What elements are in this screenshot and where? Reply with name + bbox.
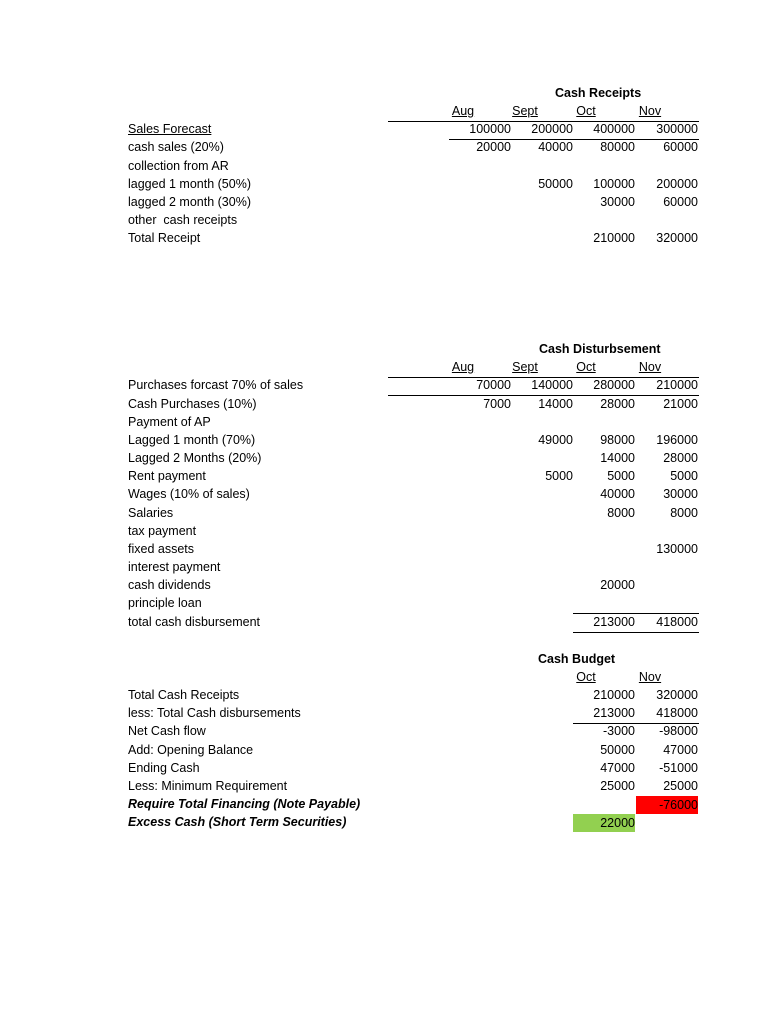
disbursement-total-oct: 213000 bbox=[593, 615, 635, 629]
receipts-title: Cash Receipts bbox=[555, 86, 642, 100]
budget-cell: -3000 bbox=[603, 724, 635, 738]
receipts-month-aug: Aug bbox=[451, 104, 475, 118]
receipts-cell: 100000 bbox=[593, 177, 635, 191]
disbursement-cell: 40000 bbox=[600, 487, 635, 501]
budget-row-label: Ending Cash bbox=[128, 761, 200, 775]
disbursement-row-label: Wages (10% of sales) bbox=[128, 487, 250, 501]
disbursement-cell: 5000 bbox=[670, 469, 698, 483]
disbursement-row-label: Rent payment bbox=[128, 469, 206, 483]
disbursement-cell: 70000 bbox=[476, 378, 511, 392]
budget-row-label: Add: Opening Balance bbox=[128, 743, 254, 757]
disbursement-month-aug: Aug bbox=[451, 360, 475, 374]
receipts-row-label: cash sales (20%) bbox=[128, 140, 224, 154]
disbursement-cell: 8000 bbox=[670, 506, 698, 520]
budget-financing-label: Require Total Financing (Note Payable) bbox=[128, 797, 361, 811]
disbursement-cell: 14000 bbox=[600, 451, 635, 465]
disbursement-row-label: cash dividends bbox=[128, 578, 211, 592]
receipts-row-label: other cash receipts bbox=[128, 213, 238, 227]
disbursement-title: Cash Disturbsement bbox=[539, 342, 661, 356]
disbursement-month-nov: Nov bbox=[638, 360, 662, 374]
disbursement-month-oct: Oct bbox=[576, 360, 596, 374]
receipts-cell: 400000 bbox=[593, 122, 635, 136]
budget-cell: 210000 bbox=[593, 688, 635, 702]
disbursement-row-label: Payment of AP bbox=[128, 415, 211, 429]
disbursement-cell: 140000 bbox=[531, 378, 573, 392]
receipts-month-oct: Oct bbox=[576, 104, 596, 118]
disbursement-row-label: Purchases forcast 70% of sales bbox=[128, 378, 304, 392]
disbursement-cell: 30000 bbox=[663, 487, 698, 501]
budget-title: Cash Budget bbox=[538, 652, 616, 666]
receipts-row-label: lagged 1 month (50%) bbox=[128, 177, 251, 191]
disbursement-cell: 130000 bbox=[656, 542, 698, 556]
budget-cell: 25000 bbox=[663, 779, 698, 793]
receipts-cell: 20000 bbox=[476, 140, 511, 154]
budget-cell: 213000 bbox=[593, 706, 635, 720]
budget-excess-oct-cell: 22000 bbox=[573, 814, 635, 832]
disbursement-total-nov: 418000 bbox=[656, 615, 698, 629]
budget-cell: -98000 bbox=[659, 724, 698, 738]
budget-cell: 47000 bbox=[600, 761, 635, 775]
disbursement-cell: 21000 bbox=[663, 397, 698, 411]
budget-cell: 25000 bbox=[600, 779, 635, 793]
budget-cell: 418000 bbox=[656, 706, 698, 720]
disbursement-cell: 210000 bbox=[656, 378, 698, 392]
disbursement-cell: 98000 bbox=[600, 433, 635, 447]
disbursement-total-rule-bottom bbox=[573, 632, 699, 633]
disbursement-cell: 28000 bbox=[663, 451, 698, 465]
disbursement-cell: 280000 bbox=[593, 378, 635, 392]
disbursement-cell: 7000 bbox=[483, 397, 511, 411]
disbursement-cell: 28000 bbox=[600, 397, 635, 411]
receipts-cell: 50000 bbox=[538, 177, 573, 191]
disbursement-row-label: Cash Purchases (10%) bbox=[128, 397, 257, 411]
disbursement-row-label: Salaries bbox=[128, 506, 174, 520]
budget-cell: 47000 bbox=[663, 743, 698, 757]
disbursement-row-label: interest payment bbox=[128, 560, 221, 574]
receipts-month-nov: Nov bbox=[638, 104, 662, 118]
budget-financing-nov-cell: -76000 bbox=[636, 796, 698, 814]
budget-row-label: Total Cash Receipts bbox=[128, 688, 240, 702]
disbursement-row-label: total cash disbursement bbox=[128, 615, 261, 629]
disbursement-row-label: tax payment bbox=[128, 524, 197, 538]
disbursement-row-label: principle loan bbox=[128, 596, 202, 610]
receipts-row-label: Total Receipt bbox=[128, 231, 201, 245]
disbursement-cell: 196000 bbox=[656, 433, 698, 447]
budget-cell: 50000 bbox=[600, 743, 635, 757]
disbursement-row-label: Lagged 1 month (70%) bbox=[128, 433, 256, 447]
disbursement-cell: 20000 bbox=[600, 578, 635, 592]
disbursement-month-sept: Sept bbox=[512, 360, 538, 374]
receipts-cell: 100000 bbox=[469, 122, 511, 136]
receipts-total-nov: 320000 bbox=[656, 231, 698, 245]
receipts-cell: 60000 bbox=[663, 140, 698, 154]
receipts-cell: 30000 bbox=[600, 195, 635, 209]
disbursement-cell: 8000 bbox=[607, 506, 635, 520]
receipts-cell: 60000 bbox=[663, 195, 698, 209]
disbursement-cell: 14000 bbox=[538, 397, 573, 411]
budget-cell: 320000 bbox=[656, 688, 698, 702]
receipts-month-sept: Sept bbox=[512, 104, 538, 118]
disbursement-cell: 5000 bbox=[607, 469, 635, 483]
budget-month-oct: Oct bbox=[576, 670, 596, 684]
disbursement-row-label: fixed assets bbox=[128, 542, 195, 556]
receipts-cell: 40000 bbox=[538, 140, 573, 154]
receipts-cell: 300000 bbox=[656, 122, 698, 136]
receipts-row-label: Sales Forecast bbox=[128, 122, 212, 136]
budget-month-nov: Nov bbox=[638, 670, 662, 684]
disbursement-total-rule-top bbox=[573, 613, 699, 614]
disbursement-purchases-rule bbox=[388, 395, 699, 396]
disbursement-row-label: Lagged 2 Months (20%) bbox=[128, 451, 262, 465]
disbursement-cell: 5000 bbox=[545, 469, 573, 483]
receipts-row-label: collection from AR bbox=[128, 159, 229, 173]
budget-row-label: less: Total Cash disbursements bbox=[128, 706, 301, 720]
receipts-cell: 80000 bbox=[600, 140, 635, 154]
budget-row-label: Net Cash flow bbox=[128, 724, 206, 738]
receipts-cell: 200000 bbox=[656, 177, 698, 191]
receipts-cell: 200000 bbox=[531, 122, 573, 136]
receipts-total-oct: 210000 bbox=[593, 231, 635, 245]
receipts-row-label: lagged 2 month (30%) bbox=[128, 195, 251, 209]
budget-cell: -51000 bbox=[659, 761, 698, 775]
budget-row-label: Less: Minimum Requirement bbox=[128, 779, 288, 793]
budget-excess-label: Excess Cash (Short Term Securities) bbox=[128, 815, 347, 829]
disbursement-cell: 49000 bbox=[538, 433, 573, 447]
